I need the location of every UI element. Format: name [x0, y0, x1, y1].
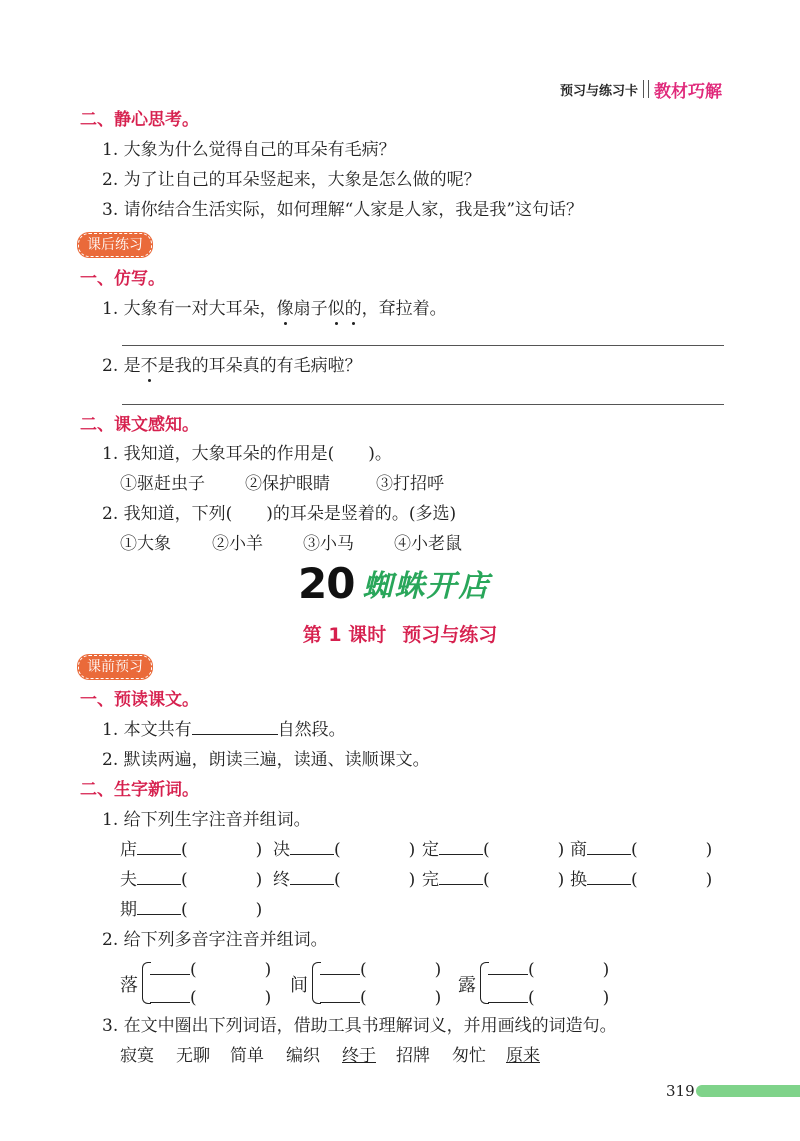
option-1: ①驱赶虫子 — [120, 474, 205, 494]
question-3: 3. 请你结合生活实际，如何理解“人家是人家，我是我”这句话？ — [102, 200, 584, 220]
pinyin-blank[interactable] — [320, 986, 360, 1003]
fill-blank[interactable] — [192, 718, 278, 735]
imitation-sentence-2 — [102, 354, 362, 378]
pinyin-blank[interactable] — [320, 958, 360, 975]
page-number: 319 — [666, 1082, 695, 1100]
header-left-label: 预习与练习卡 — [559, 83, 638, 99]
answer-line-2[interactable] — [122, 404, 724, 405]
word-paren: ( ) — [360, 988, 442, 1008]
word-paren: ( ) — [631, 870, 713, 890]
word-paren: ( ) — [528, 960, 610, 980]
char-item — [273, 868, 415, 892]
section-title-kewen: 二、课文感知。 — [80, 415, 199, 435]
char: 商 — [570, 840, 587, 860]
footer-bar — [696, 1085, 800, 1097]
word-paren: ( ) — [360, 960, 442, 980]
char: 定 — [422, 840, 439, 860]
brace-row — [488, 958, 609, 982]
sentence-part: 扇子 — [293, 299, 328, 319]
word-item: 编织 — [286, 1046, 320, 1066]
word-paren: ( ) — [483, 870, 565, 890]
section-title-jingxin: 二、静心思考。 — [80, 110, 199, 130]
header-divider — [643, 80, 649, 98]
pinyin-blank[interactable] — [290, 838, 334, 855]
question-1: 1. 给下列生字注音并组词。 — [102, 810, 311, 830]
pinyin-blank[interactable] — [137, 868, 181, 885]
tag-before-class: 课前预习 — [78, 655, 152, 679]
polyphone-char: 露 — [458, 975, 476, 996]
pinyin-blank[interactable] — [488, 958, 528, 975]
question-1: 1. 大象为什么觉得自己的耳朵有毛病？ — [102, 140, 396, 160]
lesson-period: 第 1 课时 — [302, 624, 387, 646]
brace-row — [320, 986, 441, 1010]
pinyin-blank[interactable] — [488, 986, 528, 1003]
char-item — [570, 868, 712, 892]
pinyin-blank[interactable] — [290, 868, 334, 885]
polyphone-char: 落 — [120, 975, 138, 996]
word-item: 匆忙 — [452, 1046, 486, 1066]
word-item: 简单 — [230, 1046, 264, 1066]
emphasis-char: 的 — [344, 299, 362, 319]
sentence-part: 2. — [102, 356, 124, 376]
option-2: ②小羊 — [212, 534, 263, 554]
char: 期 — [120, 900, 137, 920]
pinyin-blank[interactable] — [137, 838, 181, 855]
sentence-part: 我的耳朵真的有毛病啦？ — [174, 356, 362, 376]
word-paren: ( ) — [181, 840, 263, 860]
option-2: ②保护眼睛 — [245, 474, 330, 494]
page-header — [560, 78, 722, 100]
option-4: ④小老鼠 — [394, 534, 462, 554]
option-3: ③小马 — [303, 534, 354, 554]
imitation-sentence-1 — [102, 297, 447, 321]
question-text: 自然段。 — [277, 720, 346, 740]
word-item-underlined: 终于 — [342, 1046, 376, 1066]
word-paren: ( ) — [528, 988, 610, 1008]
question-text: 1. 本文共有 — [102, 720, 192, 740]
word-paren: ( ) — [190, 960, 272, 980]
question-3: 3. 在文中圈出下列词语，借助工具书理解词义，并用画线的词造句。 — [102, 1016, 617, 1036]
option-1: ①大象 — [120, 534, 171, 554]
char: 店 — [120, 840, 137, 860]
word-item: 无聊 — [176, 1046, 210, 1066]
question-2: 2. 为了让自己的耳朵竖起来，大象是怎么做的呢？ — [102, 170, 481, 190]
char: 夫 — [120, 870, 137, 890]
section-title-shengzi: 二、生字新词。 — [80, 780, 199, 800]
pinyin-blank[interactable] — [150, 986, 190, 1003]
lesson-name: 蜘蛛开店 — [362, 569, 491, 604]
brace-row — [150, 986, 271, 1010]
sentence-part: 1. 大象有一对大耳朵， — [102, 299, 277, 319]
word-item: 寂寞 — [120, 1046, 154, 1066]
pinyin-blank[interactable] — [439, 838, 483, 855]
polyphone-char: 间 — [290, 975, 308, 996]
lesson-subtitle — [0, 620, 800, 647]
word-paren: ( ) — [181, 900, 263, 920]
emphasis-char: 像 — [276, 299, 294, 319]
char: 决 — [273, 840, 290, 860]
pinyin-blank[interactable] — [150, 958, 190, 975]
word-item: 招牌 — [396, 1046, 430, 1066]
emphasis-char: 是不是 — [123, 356, 175, 376]
word-paren: ( ) — [334, 870, 416, 890]
char-item — [120, 838, 262, 862]
brace-row — [150, 958, 271, 982]
char-item — [570, 838, 712, 862]
lesson-number: 20 — [298, 558, 355, 608]
section-title-fangxie: 一、仿写。 — [80, 269, 165, 289]
question-1 — [102, 718, 346, 742]
word-paren: ( ) — [334, 840, 416, 860]
char: 完 — [422, 870, 439, 890]
header-brand: 教材巧解 — [654, 81, 722, 102]
sentence-part: ，耷拉着。 — [361, 299, 447, 319]
tag-after-class: 课后练习 — [78, 233, 152, 257]
char-item — [422, 868, 564, 892]
emphasis-words — [124, 356, 175, 376]
char: 终 — [273, 870, 290, 890]
char-item — [120, 868, 262, 892]
word-paren: ( ) — [483, 840, 565, 860]
word-item-underlined: 原来 — [506, 1046, 540, 1066]
word-paren: ( ) — [631, 840, 713, 860]
answer-line-1[interactable] — [122, 345, 724, 346]
pinyin-blank[interactable] — [137, 898, 181, 915]
char-item — [273, 838, 415, 862]
section-title-yudu: 一、预读课文。 — [80, 690, 199, 710]
char-item — [422, 838, 564, 862]
question-2: 2. 给下列多音字注音并组词。 — [102, 930, 328, 950]
brace-row — [488, 986, 609, 1010]
question-2: 2. 默读两遍，朗读三遍，读通、读顺课文。 — [102, 750, 430, 770]
option-3: ③打招呼 — [376, 474, 444, 494]
char: 换 — [570, 870, 587, 890]
question-1: 1. 我知道，大象耳朵的作用是( )。 — [102, 444, 392, 464]
lesson-type: 预习与练习 — [402, 624, 498, 646]
pinyin-blank[interactable] — [439, 868, 483, 885]
word-paren: ( ) — [190, 988, 272, 1008]
pinyin-blank[interactable] — [587, 868, 631, 885]
char-item — [120, 898, 262, 922]
brace-row — [320, 958, 441, 982]
emphasis-char: 似 — [327, 299, 345, 319]
word-paren: ( ) — [181, 870, 263, 890]
question-2: 2. 我知道，下列( )的耳朵是竖着的。(多选) — [102, 504, 457, 524]
lesson-title — [298, 560, 490, 606]
pinyin-blank[interactable] — [587, 838, 631, 855]
